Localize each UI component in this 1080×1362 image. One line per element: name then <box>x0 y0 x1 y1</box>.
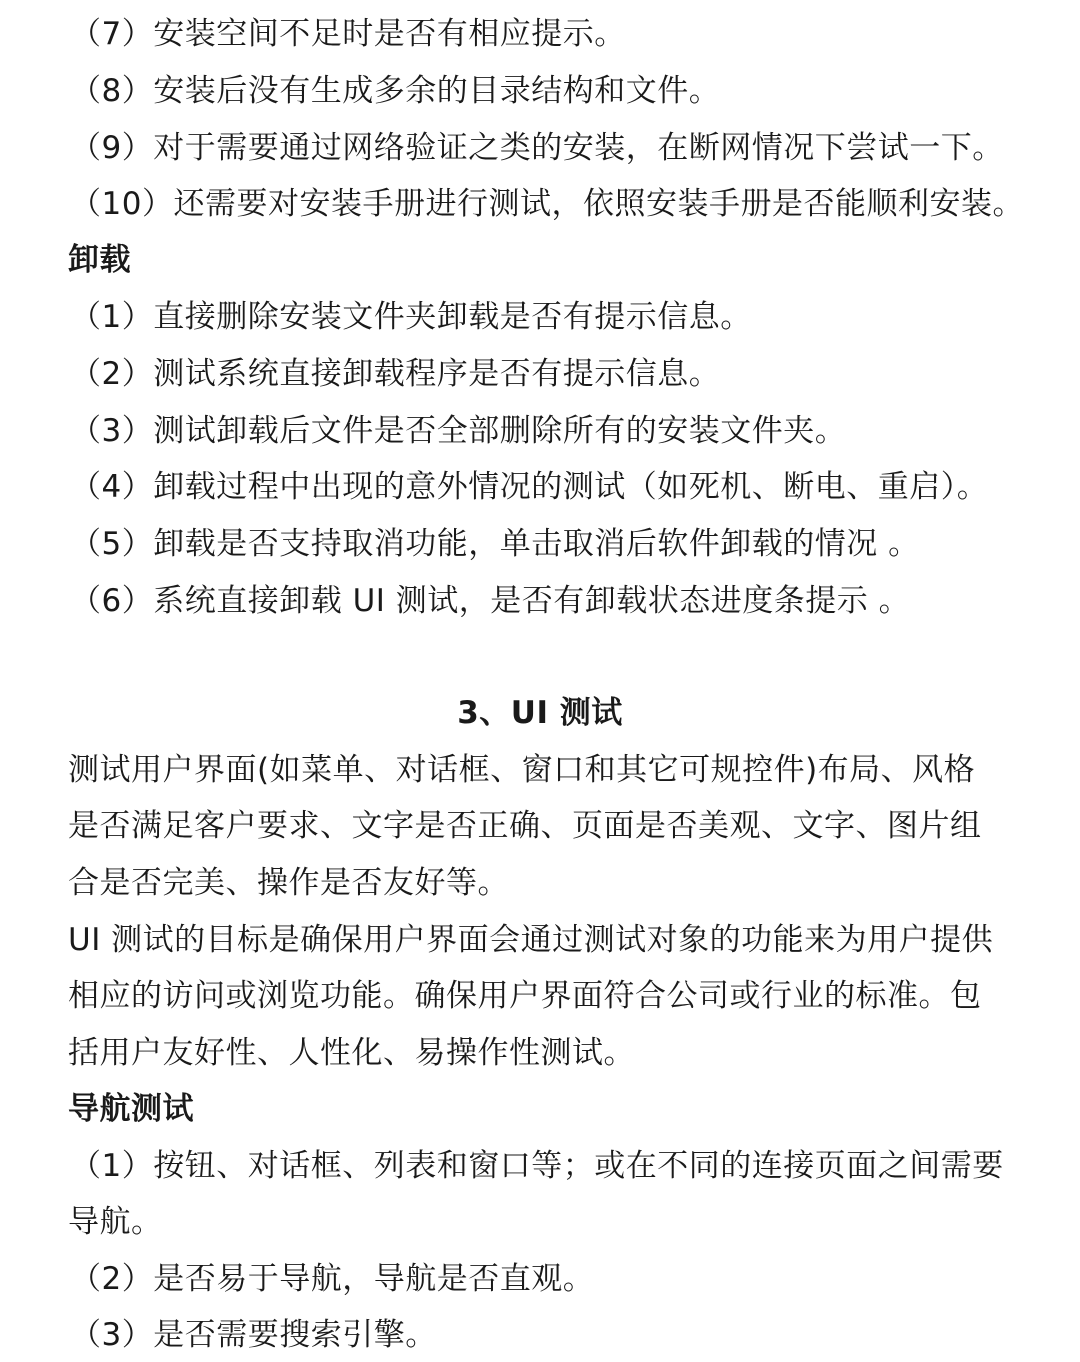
navigation-heading: 导航测试 <box>68 1091 194 1127</box>
install-item-10: （10）还需要对安装手册进行测试，依照安装手册是否能顺利安装。 <box>70 186 1024 222</box>
navigation-item-1-line-1: （1）按钮、对话框、列表和窗口等；或在不同的连接页面之间需要 <box>70 1148 1004 1184</box>
install-item-7: （7）安装空间不足时是否有相应提示。 <box>70 16 626 52</box>
ui-para1-line-1: 测试用户界面(如菜单、对话框、窗口和其它可规控件)布局、风格 <box>68 752 976 788</box>
uninstall-item-2: （2）测试系统直接卸载程序是否有提示信息。 <box>70 356 721 392</box>
install-item-9: （9）对于需要通过网络验证之类的安装，在断网情况下尝试一下。 <box>70 130 1004 166</box>
ui-para2-line-1: UI 测试的目标是确保用户界面会通过测试对象的功能来为用户提供 <box>68 922 994 958</box>
ui-para1-line-2: 是否满足客户要求、文字是否正确、页面是否美观、文字、图片组 <box>68 808 982 844</box>
ui-para2-line-3: 括用户友好性、人性化、易操作性测试。 <box>68 1035 635 1071</box>
uninstall-item-5: （5）卸载是否支持取消功能，单击取消后软件卸载的情况 。 <box>70 526 920 562</box>
navigation-item-3: （3）是否需要搜索引擎。 <box>70 1317 437 1353</box>
ui-para2-line-2: 相应的访问或浏览功能。确保用户界面符合公司或行业的标准。包 <box>68 978 982 1014</box>
uninstall-item-6: （6）系统直接卸载 UI 测试，是否有卸载状态进度条提示 。 <box>70 583 911 619</box>
uninstall-item-4: （4）卸载过程中出现的意外情况的测试（如死机、断电、重启）。 <box>70 469 989 505</box>
uninstall-item-1: （1）直接删除安装文件夹卸载是否有提示信息。 <box>70 299 752 335</box>
install-item-8: （8）安装后没有生成多余的目录结构和文件。 <box>70 73 721 109</box>
uninstall-item-3: （3）测试卸载后文件是否全部删除所有的安装文件夹。 <box>70 413 847 449</box>
section-title-ui-testing: 3、UI 测试 <box>457 695 623 731</box>
navigation-item-2: （2）是否易于导航，导航是否直观。 <box>70 1261 595 1297</box>
uninstall-heading: 卸载 <box>68 242 131 278</box>
navigation-item-1-line-2: 导航。 <box>68 1204 163 1240</box>
ui-para1-line-3: 合是否完美、操作是否友好等。 <box>68 865 509 901</box>
